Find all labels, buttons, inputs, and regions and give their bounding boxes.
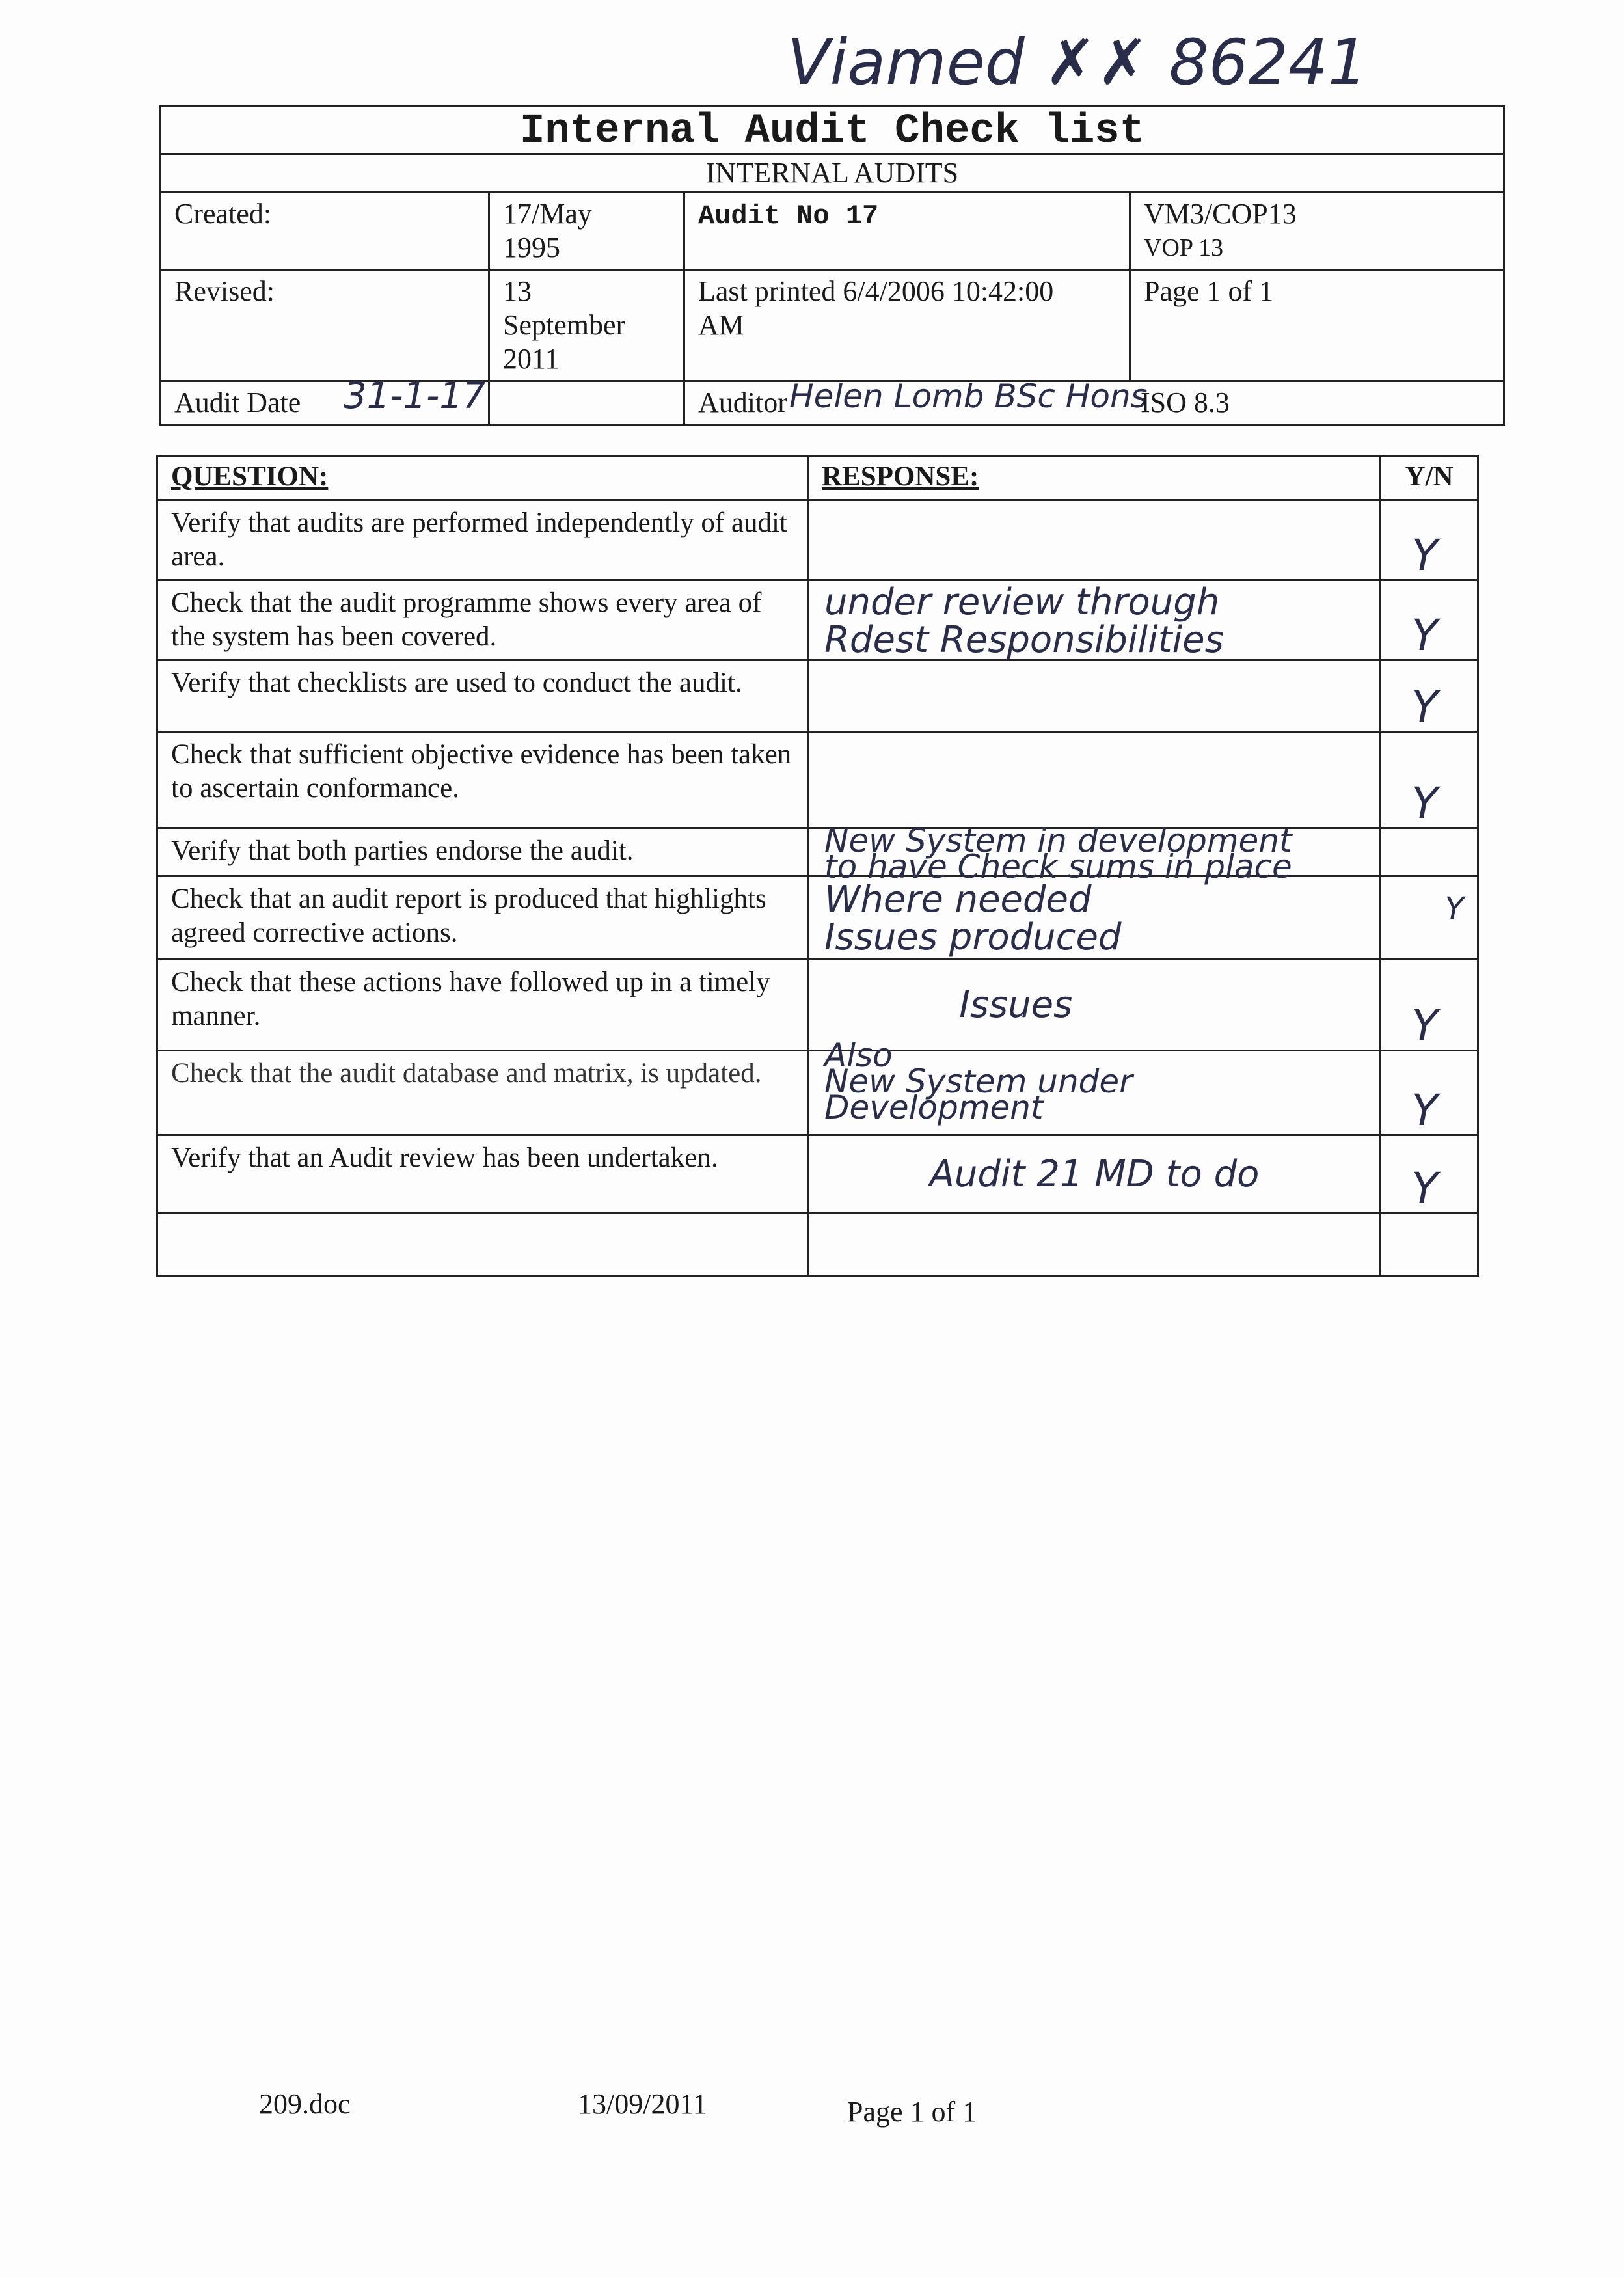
revised-value-line2: September xyxy=(503,309,626,341)
yn-cell xyxy=(1381,1135,1478,1214)
response-cell xyxy=(808,876,1381,960)
created-label: Created: xyxy=(161,193,489,270)
table-row xyxy=(157,1051,1478,1135)
iso-reference: ISO 8.3 xyxy=(1141,386,1230,418)
revised-value-line1: 13 xyxy=(503,275,532,307)
yn-cell xyxy=(1381,660,1478,732)
table-row xyxy=(157,580,1478,660)
yn-cell xyxy=(1381,828,1478,876)
audit-date-empty xyxy=(489,381,684,425)
yn-cell xyxy=(1381,580,1478,660)
yn-cell xyxy=(1381,500,1478,580)
audit-date-cell xyxy=(161,375,489,425)
response-handwritten: under review through Rdest Responsibilities xyxy=(824,581,1224,661)
response-handwritten: Issues xyxy=(913,984,1073,1026)
audit-date-handwritten: 31-1-17 xyxy=(344,375,486,417)
question-cell: Verify that both parties endorse the audit. xyxy=(157,828,808,876)
question-cell: Check that sufficient objective evidence has been taken to ascertain conformance. xyxy=(157,732,808,828)
header-handwritten-reference: Viamed ✗✗ 86241 xyxy=(787,26,1368,99)
table-row xyxy=(157,960,1478,1051)
audit-number xyxy=(684,193,1130,270)
footer-date: 13/09/2011 xyxy=(578,2088,707,2120)
document-header-table xyxy=(159,105,1505,426)
revised-value xyxy=(489,270,684,381)
response-cell xyxy=(808,500,1381,580)
response-header: RESPONSE: xyxy=(808,457,1381,500)
question-cell: Verify that audits are performed independently of audit area. xyxy=(157,500,808,580)
response-handwritten: New System in development to have Check sums in place xyxy=(824,822,1292,886)
table-row xyxy=(157,732,1478,828)
table-row xyxy=(157,1214,1478,1276)
audit-date-label: Audit Date xyxy=(174,386,301,418)
yn-handwritten: Y xyxy=(1411,610,1438,660)
yn-handwritten: Y xyxy=(1411,1163,1438,1214)
response-cell xyxy=(808,732,1381,828)
question-header: QUESTION: xyxy=(157,457,808,500)
yn-handwritten: Y xyxy=(1411,778,1438,828)
response-handwritten: Audit 21 MD to do xyxy=(906,1153,1260,1195)
reference-line1: VM3/COP13 xyxy=(1144,198,1297,230)
yn-header: Y/N xyxy=(1381,457,1478,500)
audit-checklist-table xyxy=(156,455,1479,1277)
question-cell: Check that these actions have followed up in a timely manner. xyxy=(157,960,808,1051)
document-reference xyxy=(1130,193,1504,270)
auditor-label: Auditor xyxy=(698,386,787,418)
yn-cell xyxy=(1381,876,1478,960)
created-value-line2: 1995 xyxy=(503,232,560,264)
response-cell xyxy=(808,660,1381,732)
yn-handwritten: Y xyxy=(1411,1001,1438,1051)
response-cell xyxy=(808,580,1381,660)
yn-cell xyxy=(1381,732,1478,828)
footer-page: Page 1 of 1 xyxy=(847,2096,977,2128)
table-row xyxy=(157,876,1478,960)
question-cell: Check that the audit programme shows every area of the system has been covered. xyxy=(157,580,808,660)
last-printed-line2: AM xyxy=(698,309,744,341)
yn-handwritten: Y xyxy=(1411,530,1438,580)
yn-handwritten: Y xyxy=(1444,891,1464,927)
response-cell xyxy=(808,1214,1381,1276)
yn-handwritten: Y xyxy=(1411,1085,1438,1135)
document-title: Internal Audit Check list xyxy=(161,107,1504,154)
question-cell: Check that an audit report is produced that highlights agreed corrective actions. xyxy=(157,876,808,960)
reference-line2: VOP 13 xyxy=(1144,234,1224,262)
revised-value-line3: 2011 xyxy=(503,343,560,375)
auditor-handwritten: Helen Lomb BSc Hons xyxy=(789,377,1148,415)
created-value xyxy=(489,193,684,270)
table-row xyxy=(157,500,1478,580)
question-cell: Check that the audit database and matrix, is updated. xyxy=(157,1051,808,1135)
auditor-cell xyxy=(684,377,1504,425)
document-subtitle: INTERNAL AUDITS xyxy=(161,154,1504,193)
yn-cell xyxy=(1381,1214,1478,1276)
response-cell xyxy=(808,1037,1381,1135)
audit-number-text: Audit No 17 xyxy=(698,200,879,232)
response-cell xyxy=(808,960,1381,1051)
page-indicator: Page 1 of 1 xyxy=(1130,270,1504,381)
yn-cell xyxy=(1381,960,1478,1051)
question-cell: Verify that checklists are used to conduct the audit. xyxy=(157,660,808,732)
revised-label: Revised: xyxy=(161,270,489,381)
response-cell xyxy=(808,1135,1381,1214)
response-cell xyxy=(808,822,1381,886)
table-row xyxy=(157,828,1478,876)
question-cell xyxy=(157,1214,808,1276)
table-row xyxy=(157,1135,1478,1214)
last-printed xyxy=(684,270,1130,381)
yn-handwritten: Y xyxy=(1411,682,1438,732)
response-handwritten: Also New System under Development xyxy=(824,1037,1133,1126)
created-value-line1: 17/May xyxy=(503,198,592,230)
yn-cell xyxy=(1381,1051,1478,1135)
last-printed-line1: Last printed 6/4/2006 10:42:00 xyxy=(698,275,1054,307)
footer-filename: 209.doc xyxy=(259,2088,351,2120)
table-row xyxy=(157,660,1478,732)
question-cell: Verify that an Audit review has been undertaken. xyxy=(157,1135,808,1214)
response-handwritten: Where needed Issues produced xyxy=(824,878,1122,958)
